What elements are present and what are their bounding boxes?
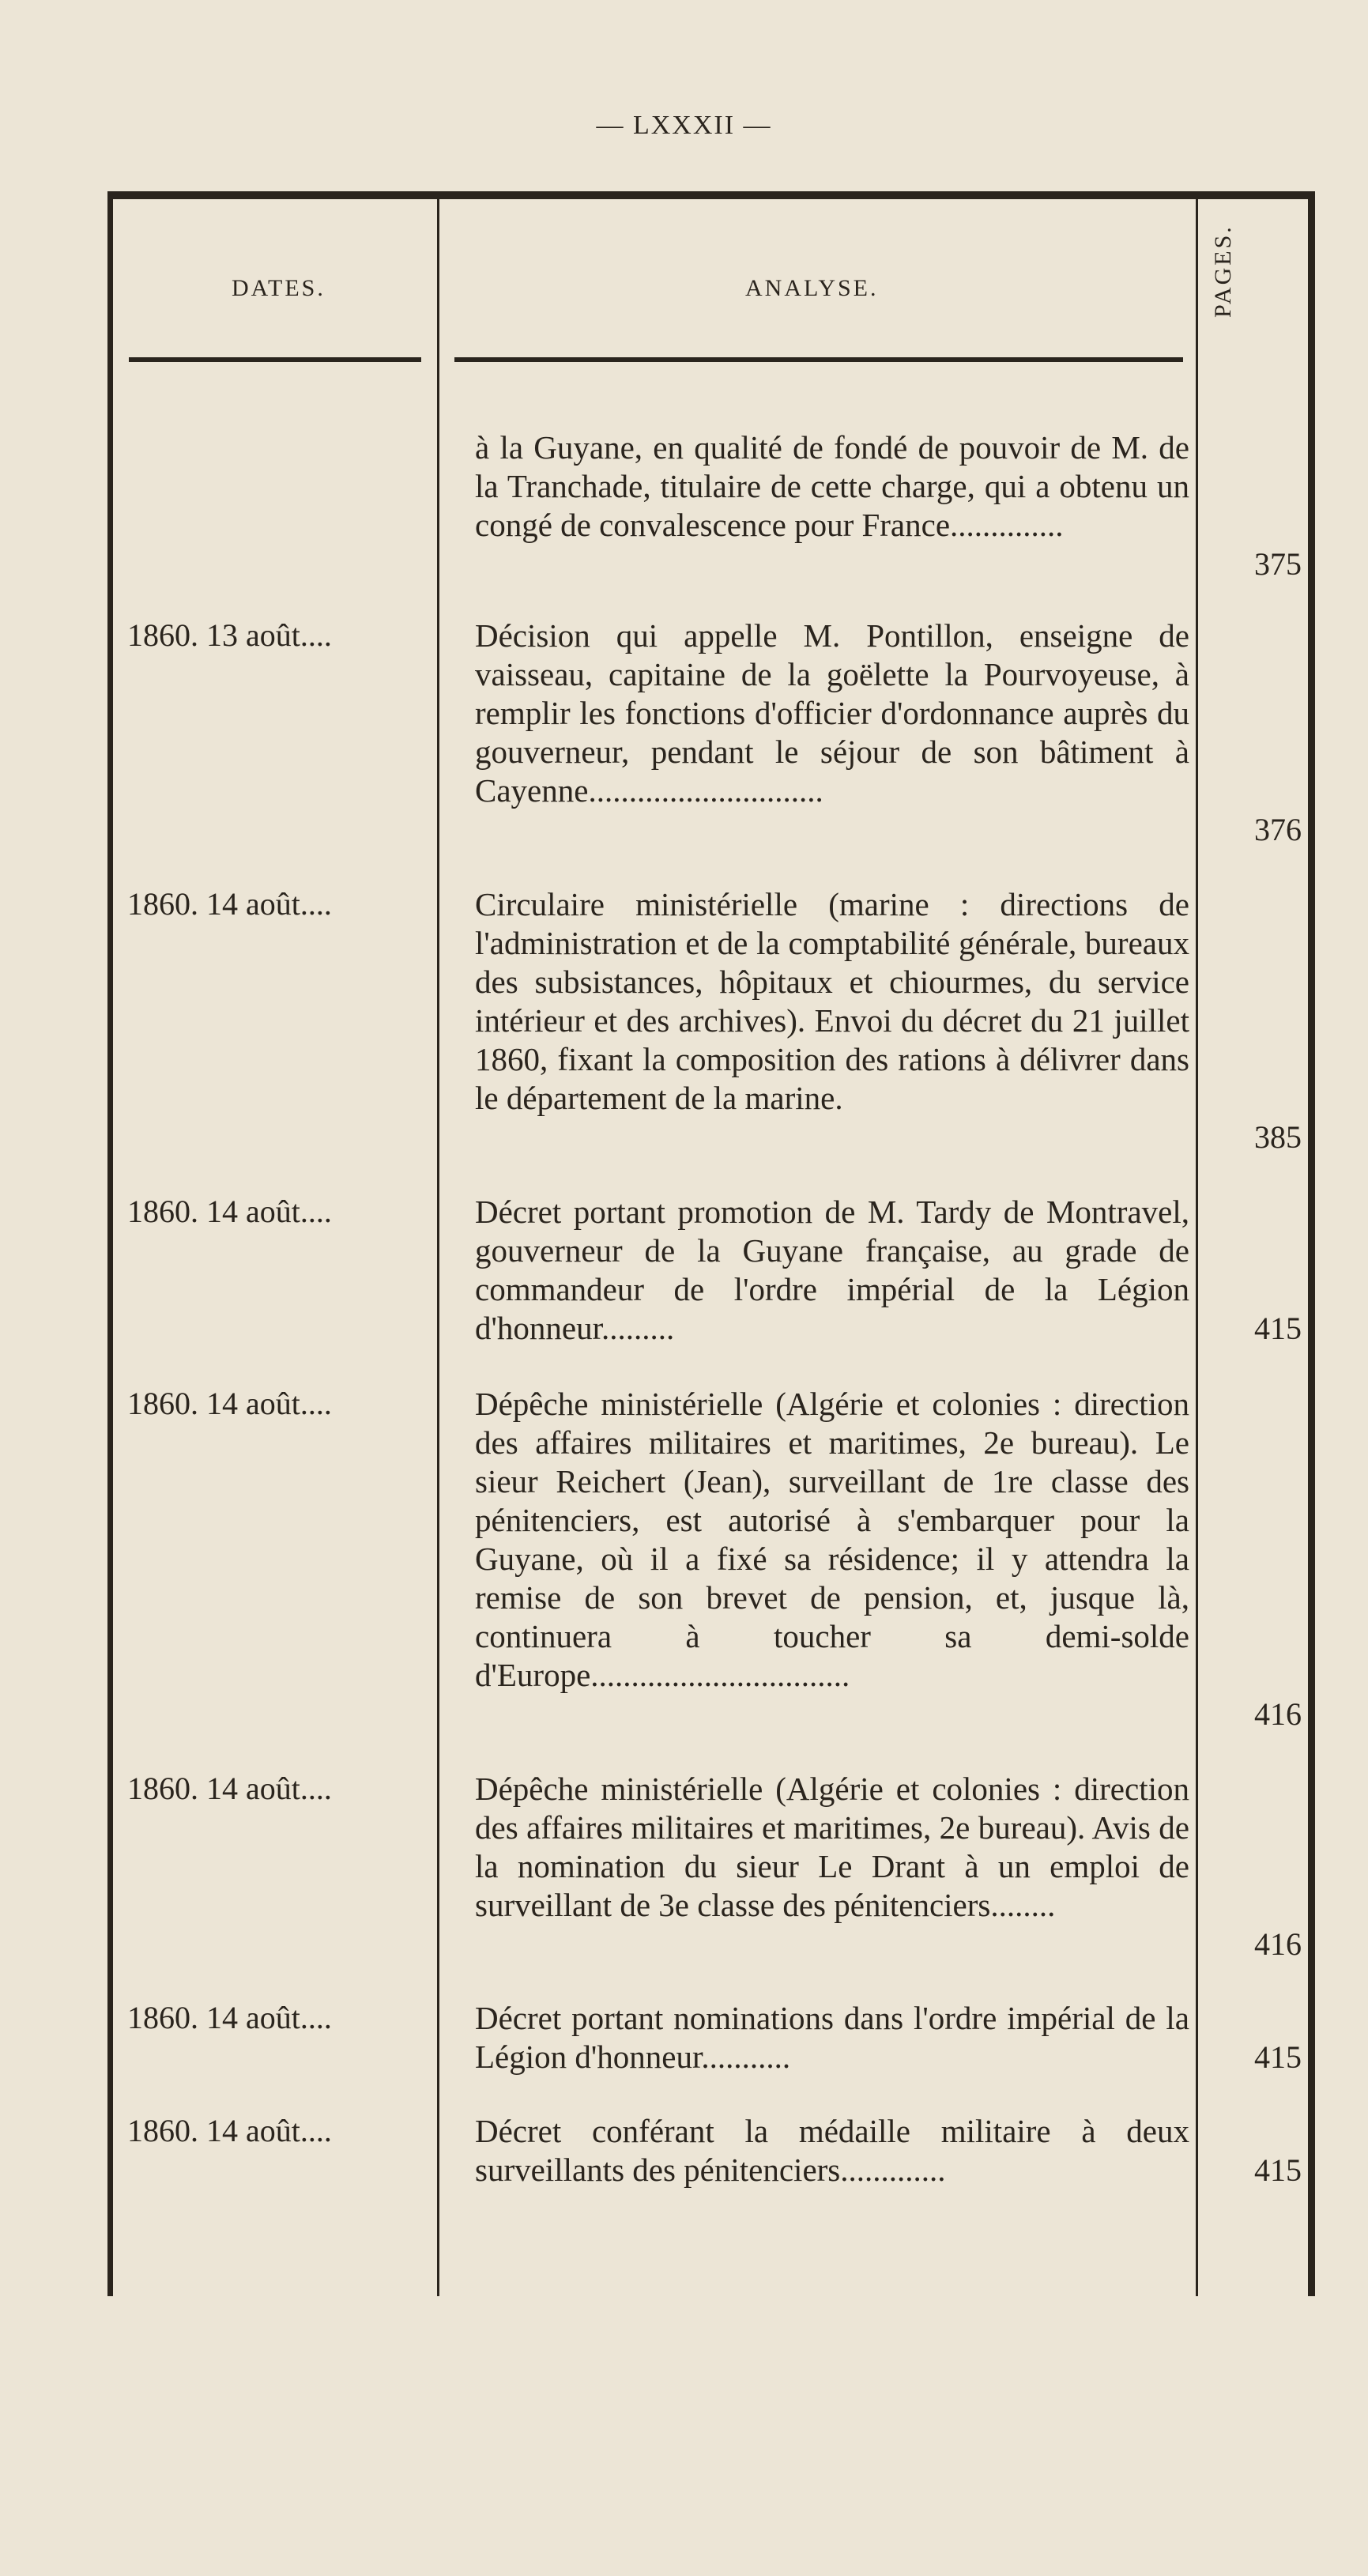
entry-date: 1860. 14 août.... (127, 1771, 332, 1806)
entry-page: 415 (1254, 2039, 1302, 2075)
entry-text: Dépêche ministérielle (Algérie et colonies : direction des affaires militaires et maritimes, 2e bureau). Le sieur Reichert (Jean), surveillant de 1re classe des pénitenciers, est autorisé à s'embarquer pour la Guyane, où il a fixé sa résidence; il y attendra la remise de son brevet de pension, et, jusque là, continuera à toucher sa demi-solde d'Europe................................ (475, 1386, 1189, 1693)
column-header-analyse: ANALYSE. (745, 275, 879, 301)
column-header-pages: PAGES. (1210, 224, 1236, 318)
column-header-dates: DATES. (232, 275, 326, 301)
entry-page: 415 (1254, 2152, 1302, 2188)
entry-date: 1860. 13 août.... (127, 617, 332, 653)
entry-text: Décret portant nominations dans l'ordre impérial de la Légion d'honneur........... (475, 2000, 1189, 2075)
entry-page: 415 (1254, 1311, 1302, 1346)
entry-page: 385 (1254, 1119, 1302, 1155)
column-divider-dates (437, 199, 439, 2296)
header-rule-dates (129, 357, 421, 362)
entry-page: 375 (1254, 546, 1302, 582)
entry-text: Dépêche ministérielle (Algérie et colonies : direction des affaires militaires et maritimes, 2e bureau). Avis de la nomination du sieur Le Drant à un emploi de surveillant de 3e classe des pénitenciers........ (475, 1771, 1189, 1923)
page-header: — LXXXII — (596, 111, 772, 140)
entry-date: 1860. 14 août.... (127, 1386, 332, 1421)
table-frame (107, 191, 1315, 2296)
entry-text: Décret conférant la médaille militaire à deux surveillants des pénitenciers............. (475, 2113, 1189, 2188)
entry-text: Circulaire ministérielle (marine : directions de l'administration et de la comptabilité générale, bureaux des subsistances, hôpitaux et chiourmes, du service intérieur et des archives). Envoi du décret du 21 juillet 1860, fixant la composition des rations à délivrer dans le département de la marine. (475, 886, 1189, 1116)
entry-date: 1860. 14 août.... (127, 2000, 332, 2035)
entry-page: 416 (1254, 1696, 1302, 1732)
header-rule-analyse (454, 357, 1183, 362)
entry-date: 1860. 14 août.... (127, 886, 332, 922)
entry-text: Décision qui appelle M. Pontillon, enseigne de vaisseau, capitaine de la goëlette la Pourvoyeuse, à remplir les fonctions d'officier d'ordonnance auprès du gouverneur, pendant le séjour de son bâtiment à Cayenne............................. (475, 617, 1189, 809)
entry-page: 376 (1254, 812, 1302, 847)
entry-page: 416 (1254, 1926, 1302, 1962)
entry-date: 1860. 14 août.... (127, 1194, 332, 1229)
entry-text: Décret portant promotion de M. Tardy de Montravel, gouverneur de la Guyane française, au grade de commandeur de l'ordre impérial de la Légion d'honneur......... (475, 1194, 1189, 1346)
entry-text: à la Guyane, en qualité de fondé de pouvoir de M. de la Tranchade, titulaire de cette charge, qui a obtenu un congé de convalescence pour France.............. (475, 429, 1189, 543)
entry-date: 1860. 14 août.... (127, 2113, 332, 2148)
column-divider-pages (1196, 199, 1198, 2296)
